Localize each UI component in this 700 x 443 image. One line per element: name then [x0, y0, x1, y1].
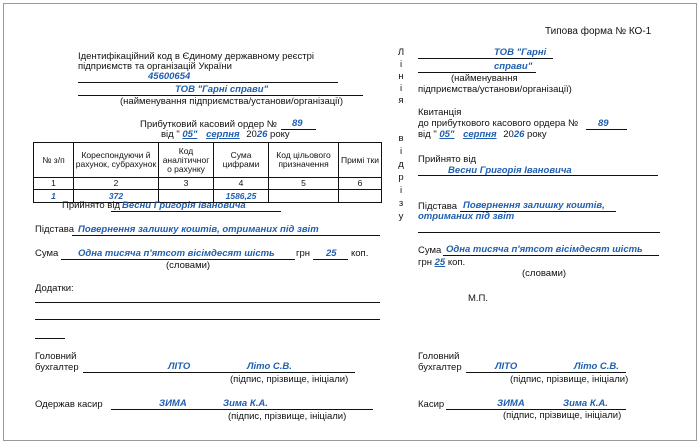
basis-line [72, 235, 380, 236]
receipt-chief-label-2: бухгалтер [418, 362, 462, 373]
receipt-date-year-suffix: року [527, 129, 547, 140]
receipt-basis-value-2[interactable]: отриманих під звіт [418, 211, 515, 222]
receipt-cashier-signature[interactable]: ЗИМА [497, 398, 525, 409]
stamp-place: М.П. [468, 293, 489, 304]
receipt-cashier-name[interactable]: Зима К.А. [563, 398, 608, 409]
attachments-label: Додатки: [35, 283, 74, 294]
receipt-to-order: до прибуткового касового ордера № [418, 118, 579, 129]
receipt-chief-caption: (підпис, прізвище, ініціали) [510, 374, 629, 385]
receipt-basis-value-1[interactable]: Повернення залишку коштів, [463, 200, 605, 211]
receipt-org-caption-2: підприємства/установи/організації) [418, 84, 572, 95]
order-number[interactable]: 89 [292, 118, 303, 129]
org-name[interactable]: ТОВ "Гарні справи" [175, 84, 269, 95]
chief-accountant-signature[interactable]: ЛІТО [168, 361, 191, 372]
table-header: Примі тки [339, 143, 382, 178]
chief-accountant-name[interactable]: Літо С.В. [247, 361, 292, 372]
receipt-cashier-label: Касир [418, 399, 445, 410]
cashier-name[interactable]: Зима К.А. [223, 398, 268, 409]
receipt-org-caption-1: (найменування [451, 73, 518, 84]
sum-words-caption: (словами) [166, 260, 211, 271]
date-month[interactable]: серпня [206, 129, 240, 140]
receipt-date-day[interactable]: 05" [439, 129, 455, 140]
table-header: Сума цифрами [214, 143, 269, 178]
id-code-value[interactable]: 45600654 [148, 71, 191, 82]
receipt-date-month[interactable]: серпня [463, 129, 497, 140]
id-code-label-2: підприємств та організацій України [78, 61, 232, 72]
receipt-kop-label: коп. [447, 257, 466, 268]
table-cell[interactable] [269, 190, 339, 203]
receipt-date [418, 129, 547, 140]
table-header: Код цільового призначення [269, 143, 339, 178]
cashier-label: Одержав касир [35, 399, 103, 410]
chief-accountant-label-1: Головний [35, 351, 77, 362]
separator-letter: я [398, 95, 404, 106]
id-code-label-1: Ідентифікаційний код в Єдиному державному реєстрі [78, 51, 315, 62]
date-year-prefix: 20 [246, 129, 257, 140]
chief-accountant-line [83, 372, 355, 373]
date-year-suffix: року [270, 129, 290, 140]
receipt-sum-label: Сума [418, 245, 442, 256]
column-number: 2 [74, 178, 159, 190]
receipt-date-year[interactable]: 26 [513, 129, 525, 140]
attachments-line-3 [35, 338, 65, 339]
chief-accountant-caption: (підпис, прізвище, ініціали) [230, 374, 349, 385]
column-number: 1 [34, 178, 74, 190]
date-year[interactable]: 26 [256, 129, 268, 140]
receipt-received-value[interactable]: Весни Григорія Івановича [448, 165, 572, 176]
separator-letter: р [398, 172, 404, 183]
attachments-line-2 [35, 319, 380, 320]
column-number: 4 [214, 178, 269, 190]
receipt-date-year-prefix: 20 [503, 129, 514, 140]
separator-letter: і [399, 59, 403, 70]
receipt-chief-line [466, 372, 626, 373]
separator-letter: в [398, 133, 404, 144]
table-cell[interactable] [339, 190, 382, 203]
cashier-signature[interactable]: ЗИМА [159, 398, 187, 409]
receipt-date-prefix: від " [418, 129, 437, 140]
org-caption: (найменування підприємства/установи/організації) [120, 96, 344, 107]
separator-letter: і [399, 146, 403, 157]
receipt-chief-signature[interactable]: ЛІТО [495, 361, 518, 372]
table-cell[interactable]: 1 [34, 190, 74, 203]
receipt-kop-value[interactable]: 25 [434, 257, 446, 268]
receipt-grn-label: грн [418, 257, 432, 268]
sum-label: Сума [35, 248, 59, 259]
column-number: 6 [339, 178, 382, 190]
receipt-org-name-1[interactable]: ТОВ "Гарні [494, 47, 547, 58]
table-header-row [34, 143, 382, 178]
separator-letter: з [398, 198, 404, 209]
date-prefix: від " [161, 129, 180, 140]
date-day[interactable]: 05" [182, 129, 198, 140]
kop-value[interactable]: 25 [326, 248, 337, 259]
separator-letter: і [399, 185, 403, 196]
received-from-value[interactable]: Весни Григорія Івановича [122, 200, 246, 211]
receipt-chief-name[interactable]: Літо С.В. [574, 361, 619, 372]
received-from-line [111, 211, 281, 212]
separator-letter: і [399, 83, 403, 94]
receipt-received-label: Прийнято від [418, 154, 476, 165]
receipt-org-line-1 [418, 58, 553, 59]
separator-letter: д [398, 159, 404, 170]
receipt-org-name-2[interactable]: справи" [494, 61, 533, 72]
receipt-order-number[interactable]: 89 [598, 118, 609, 129]
receipt-sum-line [443, 255, 659, 256]
id-code-line [78, 82, 338, 83]
received-from-label: Прийнято від [62, 200, 120, 211]
receipt-chief-label-1: Головний [418, 351, 460, 362]
table-cell[interactable]: 372 [74, 190, 159, 203]
table-cell[interactable]: 1586,25 [214, 190, 269, 203]
sum-words-value[interactable]: Одна тисяча п'ятсот вісімдесят шість [78, 248, 275, 259]
receipt-basis-line-2 [418, 232, 660, 233]
separator-letter: н [398, 71, 404, 82]
table-header: № з/п [34, 143, 74, 178]
basis-label: Підстава [35, 224, 74, 235]
separator-letter: у [398, 211, 404, 222]
basis-value[interactable]: Повернення залишку коштів, отриманих під звіт [78, 224, 319, 235]
kop-label: коп. [351, 248, 369, 259]
form-type-title: Типова форма № КО-1 [545, 26, 652, 37]
receipt-cashier-caption: (підпис, прізвище, ініціали) [503, 410, 622, 421]
order-title: Прибутковий касовий ордер № [140, 119, 277, 130]
receipt-order-number-line [586, 129, 627, 130]
cashier-line [111, 409, 373, 410]
table-number-row [34, 178, 382, 190]
receipt-title: Квитанція [418, 107, 462, 118]
grn-label: грн [296, 248, 310, 259]
table-header: Кореспондуючи й рахунок, субрахунок [74, 143, 159, 178]
receipt-basis-label: Підстава [418, 201, 457, 212]
column-number: 5 [269, 178, 339, 190]
table-header: Код аналітичног о рахунку [159, 143, 214, 178]
receipt-sum-value[interactable]: Одна тисяча п'ятсот вісімдесят шість [446, 244, 643, 255]
receipt-words-caption: (словами) [522, 268, 567, 279]
cashier-caption: (підпис, прізвище, ініціали) [228, 411, 347, 422]
chief-accountant-label-2: бухгалтер [35, 362, 79, 373]
order-date [161, 129, 290, 140]
attachments-line-1 [35, 302, 380, 303]
receipt-grn-row [418, 257, 465, 268]
separator-letter: Л [397, 47, 405, 58]
column-number: 3 [159, 178, 214, 190]
kop-line [313, 259, 348, 260]
order-table [33, 142, 382, 203]
